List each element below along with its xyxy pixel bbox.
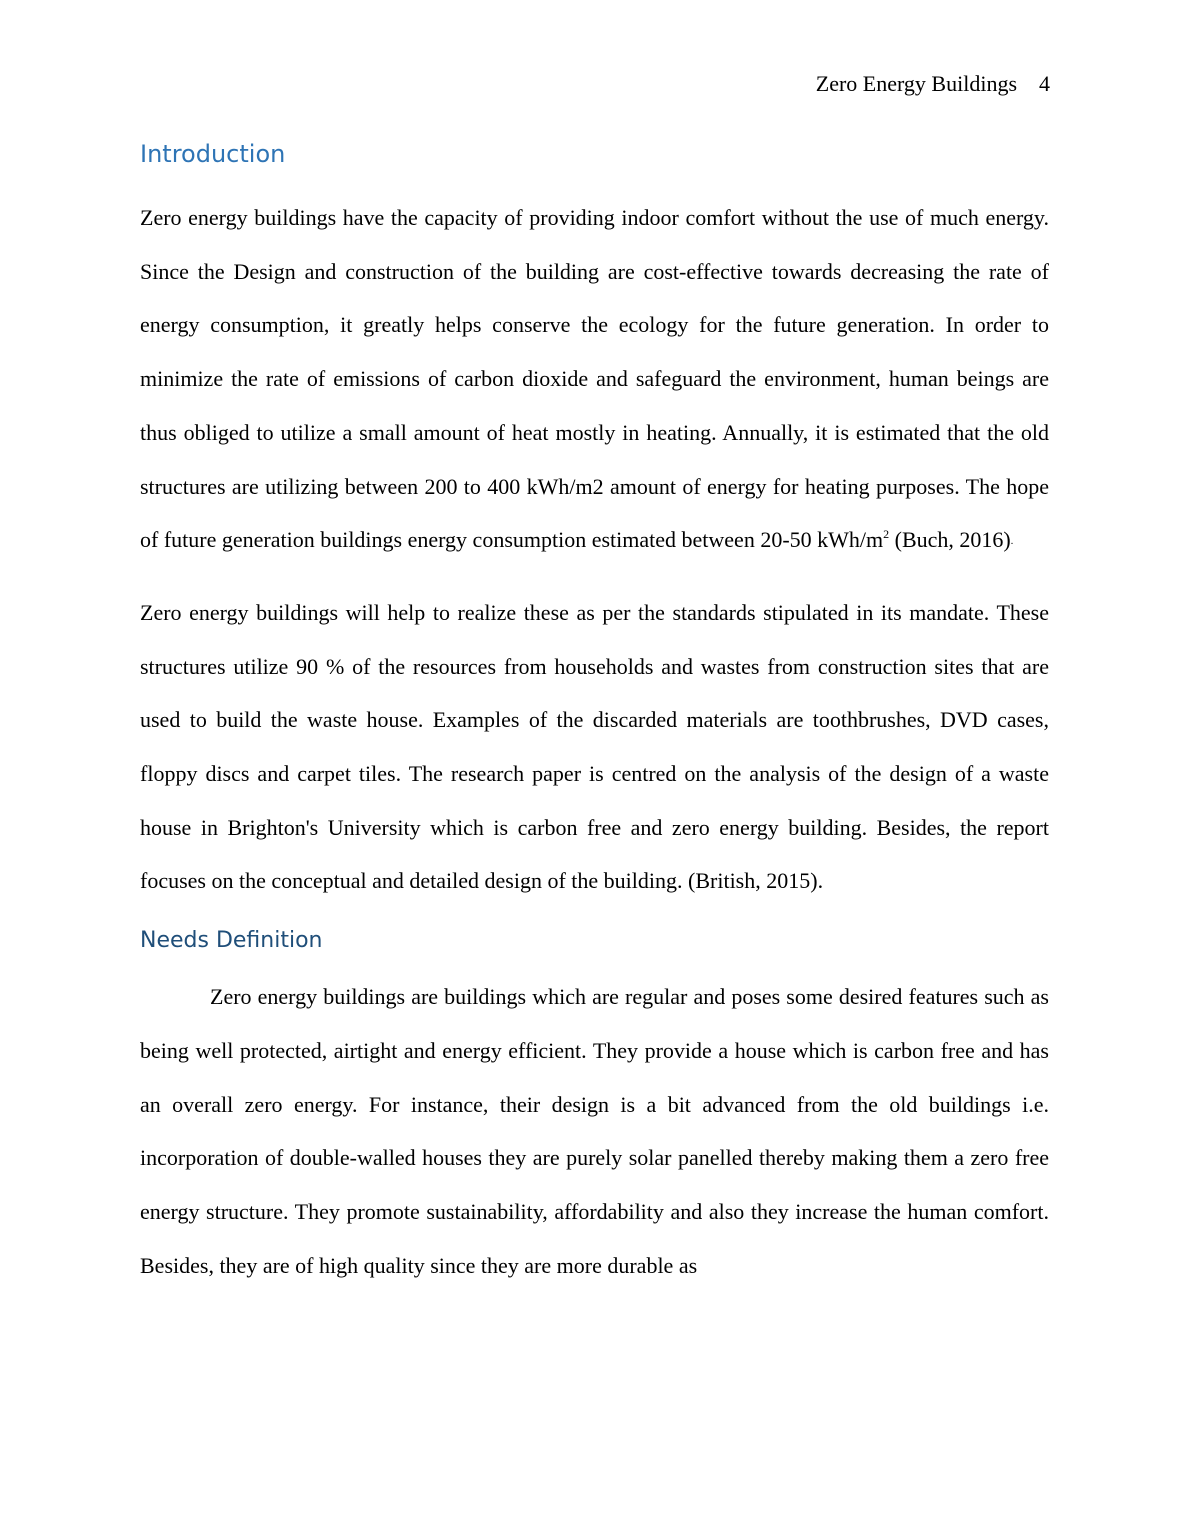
citation-buch: (Buch, 2016) bbox=[889, 527, 1011, 553]
trailing-mark: . bbox=[1010, 536, 1014, 548]
needs-definition-heading: Needs Definition bbox=[140, 928, 323, 954]
introduction-heading: Introduction bbox=[140, 140, 286, 168]
running-title: Zero Energy Buildings bbox=[815, 71, 1017, 96]
introduction-paragraph-1-text: Zero energy buildings have the capacity of providing indoor comfort without the use of much energy. Since the Design and construction of the building are cost-effective towards decreasing the rate of energy consumption, it greatly helps conserve the ecology for the future generation. In order to minimize the rate of emissions of carbon dioxide and safeguard the environment, human beings are thus obliged to utilize a small amount of heat mostly in heating. Annually, it is estimated that the old structures are utilizing between 200 to 400 kWh/m2 amount of energy for heating purposes. The hope of future generation buildings energy consumption estimated between 20-50 kWh/m bbox=[140, 205, 1049, 553]
document-body bbox=[140, 138, 1049, 1292]
superscript-2: 2 bbox=[883, 527, 890, 542]
introduction-paragraph-2: Zero energy buildings will help to realize these as per the standards stipulated in its mandate. These structures utilize 90 % of the resources from households and wastes from construction sites that are used to build the waste house. Examples of the discarded materials are toothbrushes, DVD cases, floppy discs and carpet tiles. The research paper is centred on the analysis of the design of a waste house in Brighton's University which is carbon free and zero energy building. Besides, the report focuses on the conceptual and detailed design of the building. (British, 2015). bbox=[140, 599, 1049, 894]
page-number: 4 bbox=[1039, 71, 1050, 96]
introduction-paragraph-1 bbox=[140, 191, 1049, 567]
page-header bbox=[816, 70, 1050, 98]
needs-definition-paragraph-1: Zero energy buildings are buildings which are regular and poses some desired features such as being well protected, airtight and energy efficient. They provide a house which is carbon free and has an overall zero energy. For instance, their design is a bit advanced from the old buildings i.e. incorporation of double-walled houses they are purely solar panelled thereby making them a zero free energy structure. They promote sustainability, affordability and also they increase the human comfort. Besides, they are of high quality since they are more durable as bbox=[140, 984, 1049, 1278]
